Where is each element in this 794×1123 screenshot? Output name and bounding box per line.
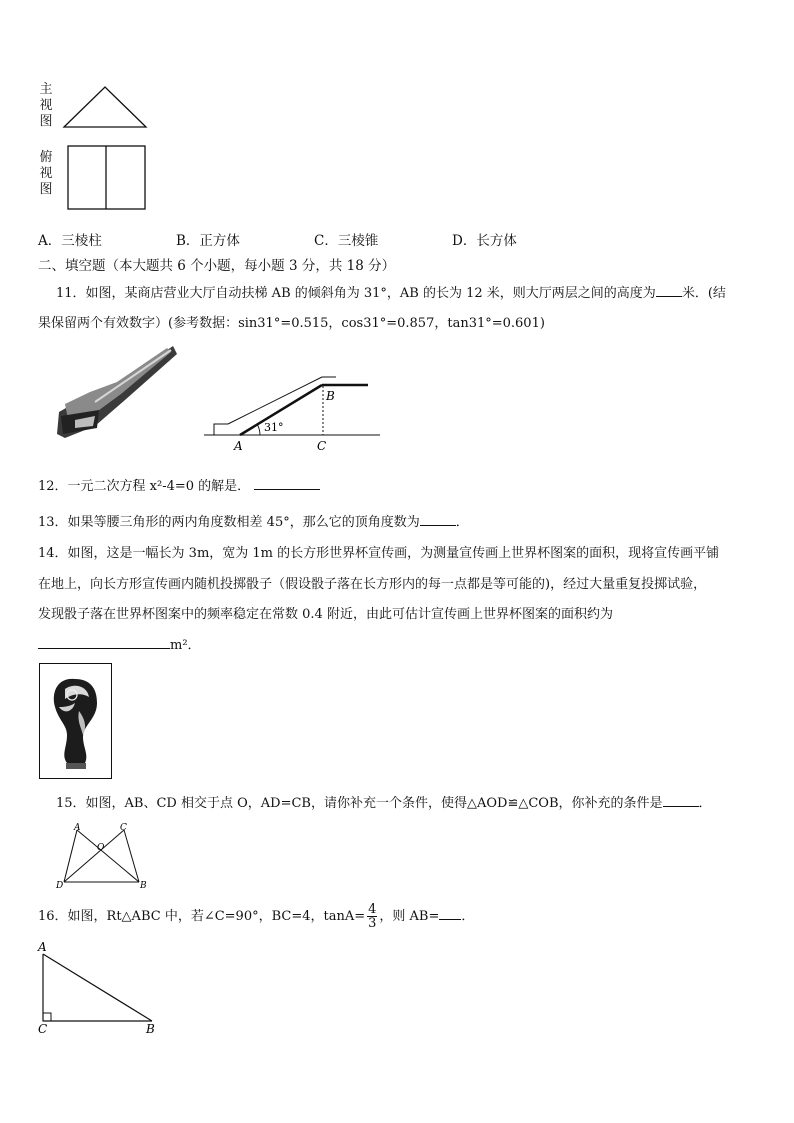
q12-line [38,475,320,494]
q16-blank[interactable] [439,907,461,920]
escalator-angle-label: 31° [264,421,284,434]
fig15-point-d: D [56,881,64,891]
q12-text: 12．一元二次方程 x²-4=0 的解是． [38,479,251,494]
escalator-point-a: A [234,439,243,453]
q14-line1: 14．如图，这是一幅长为 3m，宽为 1m 的长方形世界杯宣传画，为测量宣传画上世界杯图案的面积，现将宣传画平铺 [38,546,720,561]
section-heading: 二、填空题（本大题共 6 个小题，每小题 3 分，共 18 分） [38,258,396,274]
q14-unit: m²． [170,638,201,653]
escalator-photo [55,342,177,440]
q16-frac-den: 3 [368,916,377,931]
escalator-point-b: B [326,389,335,403]
q16-fraction [367,903,377,930]
q14-blank[interactable] [38,636,170,649]
q13-text: 13．如果等腰三角形的两内角度数相差 45°，那么它的顶角度数为 [38,515,420,530]
q15-text: 15．如图，AB、CD 相交于点 O，AD=CB，请你补充一个条件，使得△AOD≌△COB，你补充的条件是 [56,796,663,811]
option-d: D．长方体 [452,233,517,249]
option-b: B．正方体 [176,233,240,249]
fig15-point-c: C [120,823,127,833]
q16-text-before: 16．如图，Rt△ABC 中，若∠C=90°，BC=4，tanA= [38,909,366,924]
top-view-rectangle [66,144,148,212]
q13-line [38,511,469,530]
q11-blank[interactable] [656,284,682,297]
fig16-point-b: B [146,1022,155,1036]
q11-text-end: 米．(结 [681,286,726,301]
front-view-triangle [62,84,148,130]
fig15-point-a: A [74,823,81,833]
q16-line [38,903,474,930]
q11-text-1: 11．如图，某商店营业大厅自动扶梯 AB 的倾斜角为 31°，AB 的长为 12 米，则大厅两层之间的高度为 [56,286,656,301]
q11-line2: 果保留两个有效数字）(参考数据：sin31°=0.515，cos31°=0.857，tan31°=0.601) [38,316,545,331]
q12-blank[interactable] [254,477,320,490]
right-triangle-figure [34,940,164,1040]
escalator-point-c: C [317,439,327,453]
q11-line1 [56,282,726,301]
q15-blank[interactable] [663,794,699,807]
fig16-point-a: A [38,940,47,954]
world-cup-poster [39,663,112,779]
q13-end: ． [455,515,469,530]
fig16-point-c: C [38,1022,48,1036]
q15-end: ． [698,796,712,811]
q15-line [56,792,712,811]
escalator-diagram [204,360,382,455]
option-c: C．三棱锥 [314,233,379,249]
q14-line3: 发现骰子落在世界杯图案中的频率稳定在常数 0.4 附近，由此可估计宣传画上世界杯图案的面积约为 [38,607,613,622]
front-view-label: 主视图 [39,82,53,129]
q16-end: ． [461,909,475,924]
q13-blank[interactable] [420,513,456,526]
fig15-point-o: O [97,843,105,853]
fig15-point-b: B [140,881,147,891]
top-view-label: 俯视图 [39,150,53,197]
q14-line4 [38,634,201,653]
q16-text-after: ，则 AB= [379,909,440,924]
option-a: A．三棱柱 [38,233,102,249]
q16-frac-num: 4 [368,902,377,917]
q14-line2: 在地上，向长方形宣传画内随机投掷骰子（假设骰子落在长方形内的每一点都是等可能的)，经过大量重复投掷试验， [38,577,707,592]
crossing-triangles-figure [52,820,148,892]
